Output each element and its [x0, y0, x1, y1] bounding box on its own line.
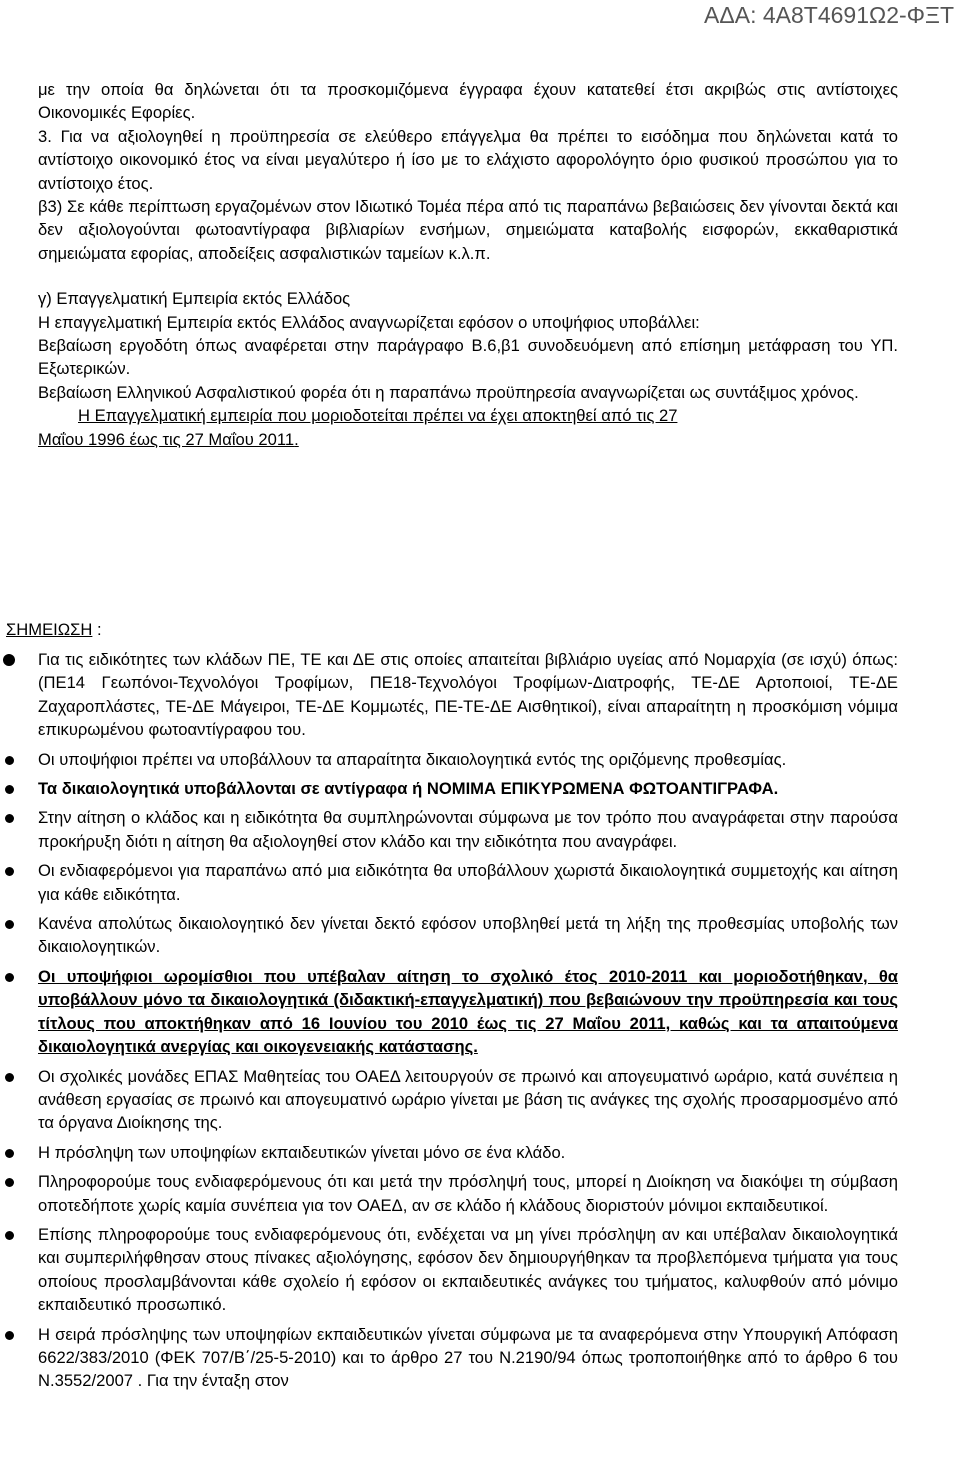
- underlined-period-notice: [38, 404, 898, 451]
- bullet-icon: [5, 814, 14, 823]
- note-colon: :: [92, 620, 102, 639]
- note-bullet-list: [0, 648, 898, 1399]
- bullet-icon: [5, 973, 14, 982]
- list-item: Κανένα απολύτως δικαιολογητικό δεν γίνεται δεκτό εφόσον υποβληθεί μετά τη λήξη της προθεσμίας υποβολής των δικαιολογητικών.: [0, 912, 898, 959]
- bullet-icon: [3, 654, 15, 666]
- document-body: [6, 78, 898, 1391]
- note-heading: [6, 618, 102, 641]
- paragraph-employer-certificate: Βεβαίωση εργοδότη όπως αναφέρεται στην παράγραφο Β.6,β1 συνοδευόμενη από επίσημη μετάφραση του ΥΠ. Εξωτερικών.: [38, 336, 898, 379]
- bullet-icon: [5, 867, 14, 876]
- bullet-icon: [5, 1073, 14, 1082]
- bullet-icon: [5, 920, 14, 929]
- bullet-icon: [5, 1178, 14, 1187]
- paragraph-insurance-certificate: Βεβαίωση Ελληνικού Ασφαλιστικού φορέα ότι η παραπάνω προϋπηρεσία αναγνωρίζεται ως συντάξιμος χρόνος.: [38, 382, 859, 402]
- underlined-end: .: [294, 429, 299, 449]
- list-item: Επίσης πληροφορούμε τους ενδιαφερόμενους ότι, ενδέχεται να μη γίνει πρόσληψη αν και υπέβαλαν δικαιολογητικά και συμπεριλήφθησαν στους πίνακες αξιολόγησης, εφόσον δεν δημιουργήθηκαν τα προβλεπόμενα τμήματα για τους οποίους προσλαμβάνονται κάθε σχολείο ή εφόσον οι εκπαιδευτικές ανάγκες του τμήματος, καλυφθούν από μόνιμο εκπαιδευτικό προσωπικό.: [0, 1223, 898, 1317]
- list-item: Οι σχολικές μονάδες ΕΠΑΣ Μαθητείας του ΟΑΕΔ λειτουργούν σε πρωινό και απογευματινό ωράριο, κατά συνέπεια η ανάθεση εργασίας σε πρωινό και απογευματινό ωράριο γίνεται με βάση τις ανάγκες της σχολής προσαρμοσμένο από τα όργανα Διοίκησης της.: [0, 1065, 898, 1135]
- paragraph-self-employed: 3. Για να αξιολογηθεί η προϋπηρεσία σε ελεύθερο επάγγελμα θα πρέπει το εισόδημα που δηλώνεται κατά το αντίστοιχο οικονομικό έτος να είναι μεγαλύτερο ή ίσο με το ελάχιστο αφορολόγητο όριο φυσικού προσώπου για το αντίστοιχο έτος.: [38, 126, 898, 193]
- note-label: ΣΗΜΕΙΩΣΗ: [6, 620, 93, 639]
- list-item: Τα δικαιολογητικά υποβάλλονται σε αντίγραφα ή ΝΟΜΙΜΑ ΕΠΙΚΥΡΩΜΕΝΑ ΦΩΤΟΑΝΤΙΓΡΑΦΑ.: [0, 777, 898, 800]
- underlined-line-2: Μαΐου 1996 έως τις 27 Μαΐου 2011: [38, 429, 295, 449]
- list-item: Οι ενδιαφερόμενοι για παραπάνω από μια ειδικότητα θα υποβάλλουν χωριστά δικαιολογητικά συμμετοχής και αίτηση για κάθε ειδικότητα.: [0, 859, 898, 906]
- bullet-icon: [5, 1331, 14, 1340]
- list-item: Οι υποψήφιοι ωρομίσθιοι που υπέβαλαν αίτηση το σχολικό έτος 2010-2011 και μοριοδοτήθηκαν, θα υποβάλλουν μόνο τα δικαιολογητικά (διδακτική-επαγγελματική) που βεβαιώνουν την προϋπηρεσία και τους τίτλους που αποκτήθηκαν από 16 Ιουνίου του 2010 έως τις 27 Μαΐου 2011, καθώς και τα απαιτούμενα δικαιολογητικά ανεργίας και οικογενειακής κατάστασης.: [0, 965, 898, 1059]
- ada-code: ΑΔΑ: 4Α8Τ4691Ω2-ΦΞΤ: [704, 2, 954, 28]
- list-item: Πληροφορούμε τους ενδιαφερόμενους ότι και μετά την πρόσληψή τους, μπορεί η Διοίκηση να διακόψει τη σύμβαση οποτεδήποτε χωρίς καμία συνέπεια για τον ΟΑΕΔ, αν σε κλάδο ή κλάδους διοριστούν μόνιμοι εκπαιδευτικοί.: [0, 1170, 898, 1217]
- bullet-icon: [5, 756, 14, 765]
- paragraph-private-sector: β3) Σε κάθε περίπτωση εργαζομένων στον Ιδιωτικό Τομέα πέρα από τις παραπάνω βεβαιώσεις δεν γίνονται δεκτά και δεν αξιολογούνται φωτοαντίγραφα βιβλιαρίων ενσήμων, σημειώματα καταβολής εισφορών, εκκαθαριστικά σημειώματα εφορίας, αποδείξεις ασφαλιστικών ταμείων κ.λ.π.: [38, 197, 898, 263]
- list-item: Οι υποψήφιοι πρέπει να υποβάλλουν τα απαραίτητα δικαιολογητικά εντός της οριζόμενης προθεσμίας.: [0, 748, 898, 771]
- bullet-icon: [5, 1149, 14, 1158]
- list-item: Στην αίτηση ο κλάδος και η ειδικότητα θα συμπληρώνονται σύμφωνα με τον τρόπο που αναγράφεται στην παρούσα προκήρυξη διότι η αίτηση θα αξιολογηθεί στον κλάδο και την ειδικότητα που αναγράφει.: [0, 806, 898, 853]
- list-item: Η πρόσληψη των υποψηφίων εκπαιδευτικών γίνεται μόνο σε ένα κλάδο.: [0, 1141, 898, 1164]
- section-heading-abroad: γ) Επαγγελματική Εμπειρία εκτός Ελλάδος: [38, 289, 351, 309]
- paragraph-declaration: με την οποία θα δηλώνεται ότι τα προσκομιζόμενα έγγραφα έχουν κατατεθεί έτσι ακριβώς στις αντίστοιχες Οικονομικές Εφορίες.: [38, 80, 898, 123]
- list-item: Η σειρά πρόσληψης των υποψηφίων εκπαιδευτικών γίνεται σύμφωνα με τα αναφερόμενα στην Υπουργική Απόφαση 6622/383/2010 (ΦΕΚ 707/Β΄/25-5-2010) και το άρθρο 27 του Ν.2190/94 όπως τροποποιήθηκε από το άρθρο 6 του Ν.3552/2007 . Για την ένταξη στον: [0, 1323, 898, 1393]
- bullet-icon: [5, 785, 14, 794]
- list-item: Για τις ειδικότητες των κλάδων ΠΕ, ΤΕ και ΔΕ στις οποίες απαιτείται βιβλιάριο υγείας από Νομαρχία (σε ισχύ) όπως: (ΠΕ14 Γεωπόνοι-Τεχνολόγοι Τροφίμων, ΠΕ18-Τεχνολόγοι Τροφίμων-Διατροφής, ΤΕ-ΔΕ Αρτοποιοί, ΤΕ-ΔΕ Ζαχαροπλάστες, ΤΕ-ΔΕ Μάγειροι, ΤΕ-ΔΕ Κομμωτές, ΠΕ-ΤΕ-ΔΕ Αισθητικοί), είναι απαραίτητη η προσκόμιση νόμιμα επικυρωμένου φωτοαντίγραφου του.: [0, 648, 898, 742]
- underlined-line-1: Η Επαγγελματική εμπειρία που μοριοδοτείται πρέπει να έχει αποκτηθεί από τις 27: [78, 406, 678, 426]
- paragraph-abroad-recognition: Η επαγγελματική Εμπειρία εκτός Ελλάδος αναγνωρίζεται εφόσον ο υποψήφιος υποβάλλει:: [38, 312, 700, 332]
- bullet-icon: [5, 1231, 14, 1240]
